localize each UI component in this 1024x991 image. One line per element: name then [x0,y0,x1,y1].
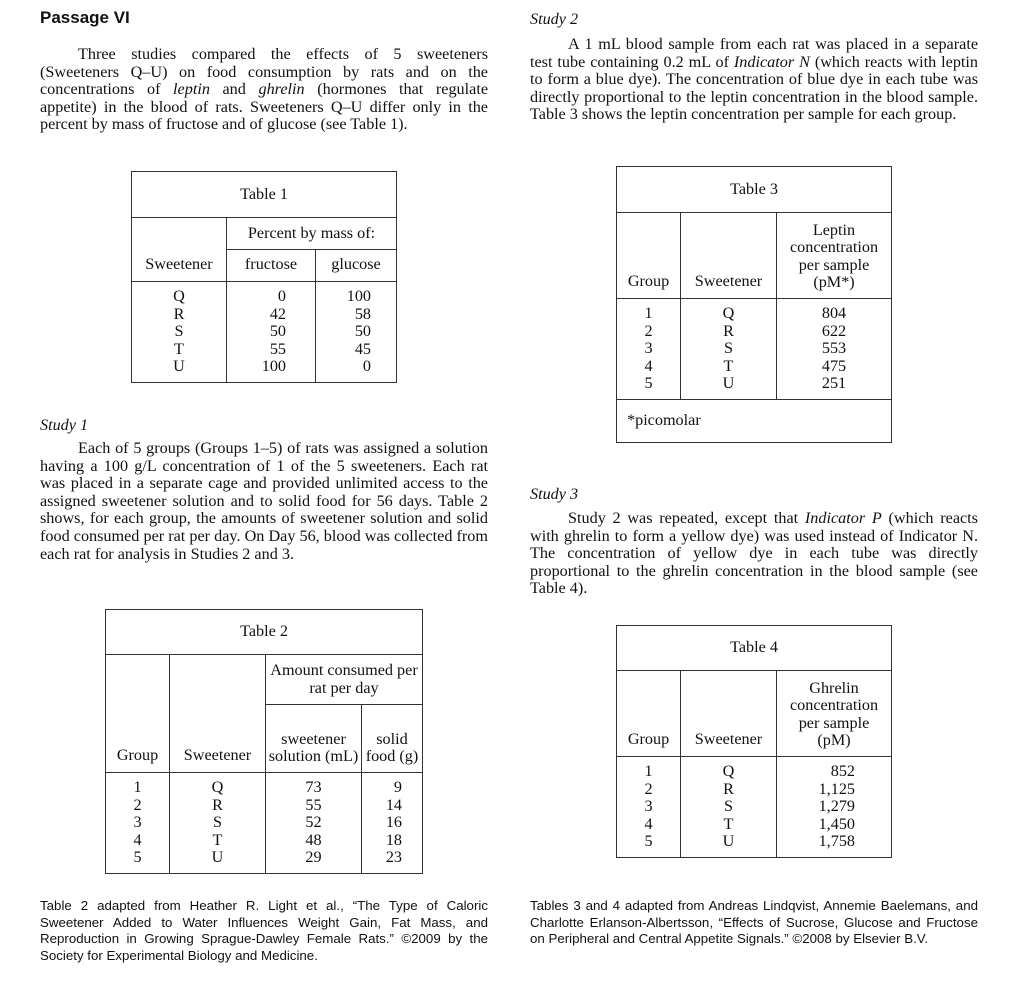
table-3-header-sweetener: Sweetener [681,213,777,299]
table-1 [131,171,397,383]
table-2-col-food: 9 14 16 18 23 [362,773,423,874]
table-4 [616,625,892,858]
table-4-header-group: Group [617,671,681,757]
study-3-paragraph: Study 2 was repeated, except that Indicator P (which reacts with ghrelin to form a yellow dye) was used instead of Indicator N. The concentration of yellow dye in each tube was directly proportional to the ghrelin concentration in the blood sample (see Table 4). [530,509,978,598]
table-4-header-ghrelin: Ghrelin concentration per sample (pM) [777,671,892,757]
table-1-header-sweetener: Sweetener [132,218,227,282]
table-1-col-sweetener: Q R S T U [132,282,227,383]
table-3-header-leptin: Leptin concentration per sample (pM*) [777,213,892,299]
table-1-header-percent: Percent by mass of: [227,218,397,250]
table-3-4-credit: Tables 3 and 4 adapted from Andreas Lindqvist, Annemie Baelemans, and Charlotte Erlanson-Albertsson, “Effects of Sucrose, Glucose and Fructose on Peripheral and Central Appetite Signals.” ©2008 by Elsevier B.V. [530,898,978,947]
study-2-paragraph: A 1 mL blood sample from each rat was placed in a separate test tube containing 0.2 mL of Indicator N (which reacts with leptin to form a blue dye). The concentration of blue dye in each tube was directly proportional to the leptin concentration in the blood sample. Table 3 shows the leptin concentration per sample for each group. [530,35,978,124]
table-2-caption: Table 2 [106,610,423,655]
table-2-header-sweetener: Sweetener [170,655,266,773]
table-2-col-solution: 73 55 52 48 29 [266,773,362,874]
table-3-footnote: *picomolar [617,399,892,442]
table-2-header-amount: Amount consumed per rat per day [266,655,423,705]
table-3-col-sweetener: Q R S T U [681,299,777,400]
table-3-col-leptin: 804 622 553 475 251 [777,299,892,400]
table-2-header-food: solid food (g) [362,705,423,773]
table-1-header-glucose: glucose [316,250,397,282]
study-2-heading: Study 2 [530,10,579,28]
table-1-header-fructose: fructose [227,250,316,282]
table-2-col-sweetener: Q R S T U [170,773,266,874]
table-2-credit: Table 2 adapted from Heather R. Light et al., “The Type of Caloric Sweetener Added to Water Influences Weight Gain, Fat Mass, and Reproduction in Growing Sprague-Dawley Female Rats.” ©2009 by the Society for Experimental Biology and Medicine. [40,898,488,963]
table-4-header-sweetener: Sweetener [681,671,777,757]
term-indicator-p: Indicator P [804,509,882,527]
table-1-col-fructose: 0 42 50 55 100 [227,282,316,383]
table-1-caption: Table 1 [132,172,397,218]
intro-paragraph: Three studies compared the effects of 5 sweeteners (Sweeteners Q–U) on food consumption by rats and on the concentrations of leptin and ghrelin (hormones that regulate appetite) in the blood of rats. Sweeteners Q–U differ only in the percent by mass of fructose and of glucose (see Table 1). [40,45,489,134]
study-3-heading: Study 3 [530,485,579,503]
table-4-caption: Table 4 [617,626,892,671]
table-2-header-group: Group [106,655,170,773]
passage-title: Passage VI [40,8,130,27]
term-leptin: leptin [173,80,210,99]
table-3-col-group: 1 2 3 4 5 [617,299,681,400]
term-ghrelin: ghrelin [258,80,305,99]
table-4-col-group: 1 2 3 4 5 [617,757,681,858]
study-1-heading: Study 1 [40,416,89,434]
table-4-col-ghrelin: 852 1,125 1,279 1,450 1,758 [777,757,892,858]
table-3 [616,166,892,443]
table-1-col-glucose: 100 58 50 45 0 [316,282,397,383]
term-indicator-n: Indicator N [733,52,810,71]
study-1-paragraph: Each of 5 groups (Groups 1–5) of rats was assigned a solution having a 100 g/L concentration of 1 of the 5 sweeteners. Each rat was placed in a separate cage and provided unlimited access to the assigned sweetener solution and to solid food for 56 days. Table 2 shows, for each group, the amounts of sweetener solution and solid food consumed per rat per day. On Day 56, blood was collected from each rat for analysis in Studies 2 and 3. [40,439,488,563]
table-2-header-solution: sweetener solution (mL) [266,705,362,773]
table-2 [105,609,423,874]
table-4-col-sweetener: Q R S T U [681,757,777,858]
table-3-header-group: Group [617,213,681,299]
table-3-caption: Table 3 [617,167,892,213]
table-2-col-group: 1 2 3 4 5 [106,773,170,874]
